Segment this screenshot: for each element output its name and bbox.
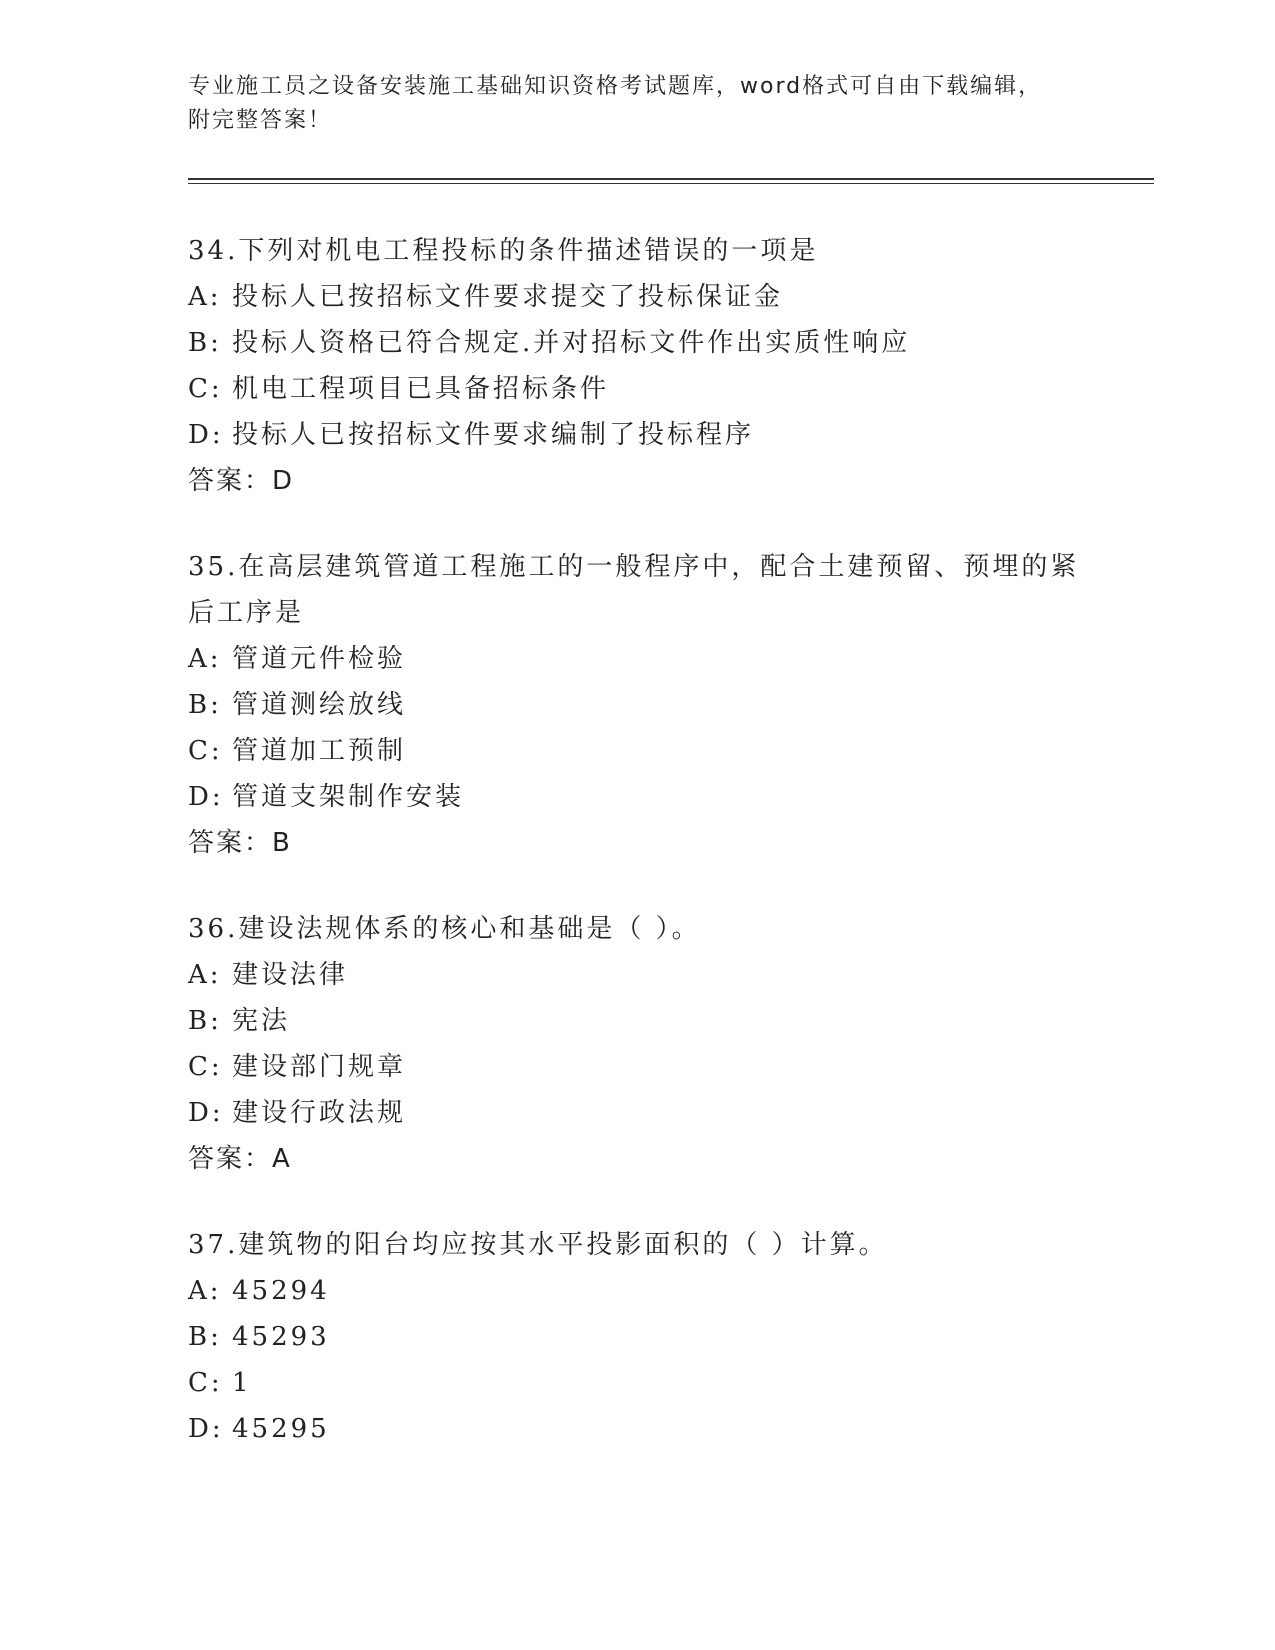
option-a: [188, 952, 1088, 998]
option-letter: B:: [188, 1322, 222, 1352]
option-d: [188, 412, 1088, 458]
answer-value: D: [272, 466, 295, 496]
option-a: [188, 1268, 1088, 1314]
option-text: 投标人资格已符合规定.并对招标文件作出实质性响应: [232, 328, 911, 358]
question-stem-continued: 后工序是: [188, 598, 305, 628]
question-36: [188, 906, 1088, 1182]
option-letter: D:: [188, 782, 224, 812]
answer-line: [188, 820, 1088, 866]
option-letter: C:: [188, 1368, 223, 1398]
question-37: [188, 1222, 1088, 1452]
option-b: [188, 1314, 1088, 1360]
option-letter: C:: [188, 374, 223, 404]
option-a: [188, 636, 1088, 682]
option-letter: A:: [188, 644, 222, 674]
option-text: 1: [232, 1368, 252, 1398]
question-stem: 35.在高层建筑管道工程施工的一般程序中，配合土建预留、预埋的紧: [188, 552, 1080, 582]
option-text: 宪法: [232, 1006, 291, 1036]
option-a: [188, 274, 1088, 320]
option-letter: B:: [188, 1006, 222, 1036]
option-text: 建设部门规章: [232, 1052, 407, 1082]
option-text: 投标人已按招标文件要求提交了投标保证金: [232, 282, 784, 312]
option-letter: A:: [188, 1276, 222, 1306]
option-letter: C:: [188, 1052, 223, 1082]
option-text: 45294: [232, 1276, 330, 1306]
option-text: 建设行政法规: [232, 1098, 407, 1128]
answer-label: 答案：: [188, 1144, 273, 1174]
option-letter: A:: [188, 960, 222, 990]
option-c: [188, 366, 1088, 412]
option-c: [188, 1360, 1088, 1406]
page-header: [188, 70, 1088, 138]
answer-value: A: [272, 1144, 292, 1174]
option-d: [188, 1090, 1088, 1136]
question-35: [188, 544, 1088, 866]
answer-label: 答案：: [188, 828, 273, 858]
option-letter: C:: [188, 736, 223, 766]
answer-line: [188, 458, 1088, 504]
header-divider: [188, 178, 1154, 184]
option-text: 建设法律: [232, 960, 349, 990]
option-b: [188, 320, 1088, 366]
header-text-line1: 专业施工员之设备安装施工基础知识资格考试题库，word格式可自由下载编辑，: [188, 74, 1043, 99]
question-stem: 34.下列对机电工程投标的条件描述错误的一项是: [188, 236, 819, 266]
option-text: 管道加工预制: [232, 736, 407, 766]
option-text: 45295: [232, 1414, 330, 1444]
answer-label: 答案：: [188, 466, 273, 496]
option-b: [188, 998, 1088, 1044]
option-letter: D:: [188, 1414, 224, 1444]
option-text: 投标人已按招标文件要求编制了投标程序: [232, 420, 755, 450]
answer-line: [188, 1136, 1088, 1182]
option-letter: D:: [188, 1098, 224, 1128]
option-text: 管道支架制作安装: [232, 782, 465, 812]
option-b: [188, 682, 1088, 728]
option-letter: D:: [188, 420, 224, 450]
option-d: [188, 1406, 1088, 1452]
option-letter: A:: [188, 282, 222, 312]
option-letter: B:: [188, 690, 222, 720]
header-text-line2: 附完整答案！: [188, 108, 333, 133]
option-text: 管道测绘放线: [232, 690, 407, 720]
option-c: [188, 728, 1088, 774]
answer-value: B: [272, 828, 292, 858]
option-text: 管道元件检验: [232, 644, 407, 674]
option-d: [188, 774, 1088, 820]
question-stem: 37.建筑物的阳台均应按其水平投影面积的（ ）计算。: [188, 1230, 888, 1260]
option-c: [188, 1044, 1088, 1090]
option-text: 45293: [232, 1322, 330, 1352]
question-stem: 36.建设法规体系的核心和基础是（ ）。: [188, 914, 701, 944]
option-letter: B:: [188, 328, 222, 358]
question-34: [188, 228, 1088, 504]
option-text: 机电工程项目已具备招标条件: [232, 374, 610, 404]
